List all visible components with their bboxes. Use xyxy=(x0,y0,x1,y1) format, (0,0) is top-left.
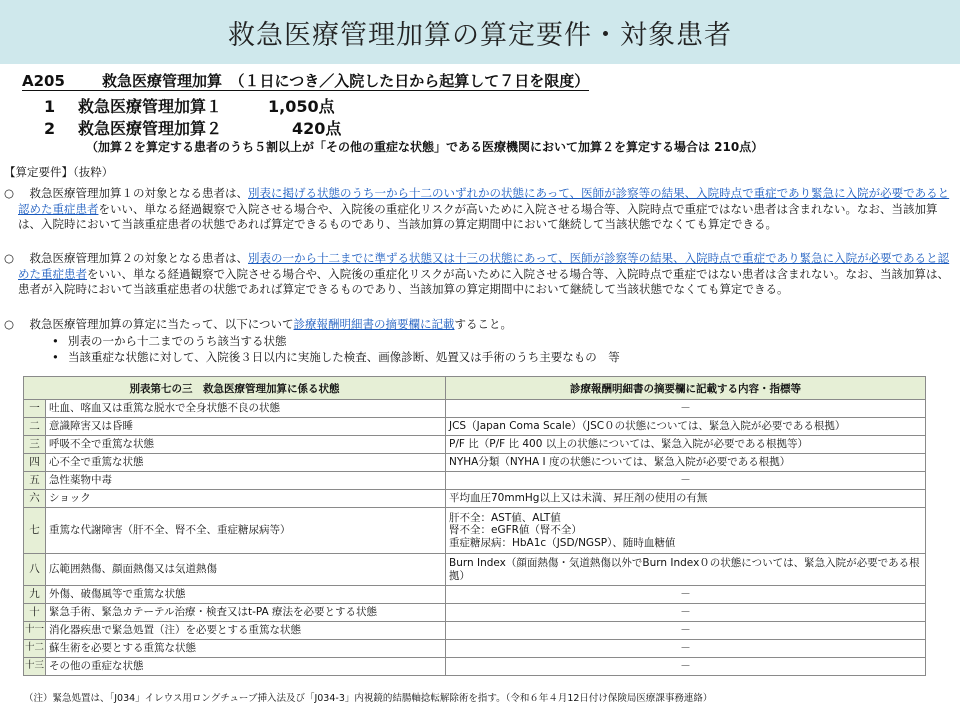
row-content xyxy=(446,554,926,586)
row-number: 七 xyxy=(24,508,46,554)
row-state: 外傷、破傷風等で重篤な状態 xyxy=(46,586,446,604)
state-table xyxy=(23,376,926,676)
row-number: 十 xyxy=(24,604,46,622)
row-content xyxy=(446,658,926,676)
page-title: 救急医療管理加算の算定要件・対象患者 xyxy=(228,19,732,51)
paragraph-rest: をいい、単なる経過観察で入院させる場合や、入院後の重症化リスクが高いために入院させる場合等、入院時点で重症ではない患者は含まれない。なお、当該加算は、患者が入院時において当該重症患者の状態であれば算定できるものであり、当該加算の算定期間中において継続して当該状態でなくても算定できる。 xyxy=(18,266,950,296)
note-210-points: （加算２を算定する患者のうち５割以上が「その他の重症な状態」である医療機関において加算２を算定する場合は 210点） xyxy=(86,140,764,154)
table-body xyxy=(24,400,926,676)
content-line: 腎不全：eGFR値（腎不全） xyxy=(449,524,582,537)
content-line: Burn Index（顔面熱傷・気道熱傷以外でBurn Index０の状態については、緊急入院が必要である根拠） xyxy=(449,557,920,582)
requirements-label: 【算定要件】（抜粋） xyxy=(4,165,114,179)
bullet-text: 別表の一から十二までのうち該当する状態 xyxy=(68,334,287,348)
addition-name: 救急医療管理加算２ xyxy=(78,119,223,138)
row-number: 十一 xyxy=(24,622,46,640)
content-line: － xyxy=(680,588,691,601)
table-row xyxy=(24,472,926,490)
requirement-paragraph-3 xyxy=(4,317,953,333)
content-line: 平均血圧70mmHg以上又は未満、昇圧剤の使用の有無 xyxy=(449,492,708,505)
bullet-dot-icon: • xyxy=(52,334,59,348)
row-number: 二 xyxy=(24,418,46,436)
content-line: － xyxy=(680,474,691,487)
row-number: 九 xyxy=(24,586,46,604)
requirement-paragraph-1 xyxy=(4,186,953,233)
row-state: 急性薬物中毒 xyxy=(46,472,446,490)
row-content xyxy=(446,604,926,622)
table-row xyxy=(24,604,926,622)
row-state: 心不全で重篤な状態 xyxy=(46,454,446,472)
row-content xyxy=(446,508,926,554)
row-content xyxy=(446,640,926,658)
table-row xyxy=(24,418,926,436)
table-row xyxy=(24,586,926,604)
table-row xyxy=(24,658,926,676)
circle-marker: ○ xyxy=(4,317,15,331)
row-content xyxy=(446,622,926,640)
title-bar xyxy=(0,0,960,64)
addition-1 xyxy=(44,94,335,117)
row-content xyxy=(446,400,926,418)
addition-points: 1,050点 xyxy=(268,97,335,116)
addition-name: 救急医療管理加算１ xyxy=(78,97,223,116)
requirement-paragraph-2 xyxy=(4,251,953,298)
paragraph-rest: をいい、単なる経過観察で入院させる場合や、入院後の重症化リスクが高いために入院させる場合等、入院時点で重症ではない患者は含まれない。なお、当該加算は、入院時において当該重症患者の状態であれば算定できるものであり、当該加算の算定期間中において継続して当該状態でなくても算定できる。 xyxy=(18,201,938,231)
row-number: 十三 xyxy=(24,658,46,676)
bullet-text: 当該重症な状態に対して、入院後３日以内に実施した検査、画像診断、処置又は手術のうち主要なもの 等 xyxy=(68,350,620,364)
row-content xyxy=(446,454,926,472)
content-line: NYHA分類（NYHA I 度の状態については、緊急入院が必要である根拠） xyxy=(449,456,791,469)
content-line: 肝不全：AST値、ALT値 xyxy=(449,511,561,524)
content-line: 重症糖尿病：HbA1c（JSD/NGSP）、随時血糖値 xyxy=(449,536,676,549)
row-number: 四 xyxy=(24,454,46,472)
row-state: 蘇生術を必要とする重篤な状態 xyxy=(46,640,446,658)
paragraph-underlined-text: 別表の一から十二までに準ずる状態又は十三の状態にあって、医師が診察等の結果、入院時点で重症であり緊急に入院が必要であると認めた重症患者 xyxy=(18,251,950,281)
paragraph-lead: 救急医療管理加算２の対象となる患者は、 xyxy=(18,251,248,265)
row-number: 八 xyxy=(24,554,46,586)
header-state: 別表第七の三 救急医療管理加算に係る状態 xyxy=(24,377,446,400)
row-number: 六 xyxy=(24,490,46,508)
table-row xyxy=(24,400,926,418)
table-row xyxy=(24,622,926,640)
row-content xyxy=(446,472,926,490)
content-line: － xyxy=(680,606,691,619)
row-number: 三 xyxy=(24,436,46,454)
paragraph-lead: 救急医療管理加算１の対象となる患者は、 xyxy=(18,186,248,200)
row-state: 吐血、喀血又は重篤な脱水で全身状態不良の状態 xyxy=(46,400,446,418)
addition-2 xyxy=(44,116,341,139)
circle-marker: ○ xyxy=(4,251,15,265)
fee-heading xyxy=(22,70,589,91)
paragraph-underlined-text: 診療報酬明細書の摘要欄に記載 xyxy=(293,317,455,331)
row-number: 一 xyxy=(24,400,46,418)
content-line: － xyxy=(680,642,691,655)
bullet-dot-icon: • xyxy=(52,350,59,364)
bullet-item-1 xyxy=(52,333,287,349)
table-row xyxy=(24,508,926,554)
row-content xyxy=(446,586,926,604)
row-state: 重篤な代謝障害（肝不全、腎不全、重症糖尿病等） xyxy=(46,508,446,554)
circle-marker: ○ xyxy=(4,186,15,200)
fee-code: A205 xyxy=(22,72,65,90)
row-state: 意識障害又は昏睡 xyxy=(46,418,446,436)
content-line: JCS（Japan Coma Scale）（JSC０の状態については、緊急入院が必要である根拠） xyxy=(449,420,846,433)
header-content: 診療報酬明細書の摘要欄に記載する内容・指標等 xyxy=(446,377,926,400)
table-row xyxy=(24,490,926,508)
table-row xyxy=(24,454,926,472)
table-header-row xyxy=(24,377,926,400)
content-line: － xyxy=(680,660,691,673)
footnote: （注）緊急処置は、「J034」イレウス用ロングチューブ挿入法及び「J034-3」内視鏡的結腸軸捻転解除術を指す。（令和６年４月12日付け保険局医療課事務連絡） xyxy=(24,693,713,704)
row-content xyxy=(446,436,926,454)
row-number: 五 xyxy=(24,472,46,490)
row-number: 十二 xyxy=(24,640,46,658)
table-row xyxy=(24,640,926,658)
row-state: 広範囲熱傷、顔面熱傷又は気道熱傷 xyxy=(46,554,446,586)
row-state: 消化器疾患で緊急処置（注）を必要とする重篤な状態 xyxy=(46,622,446,640)
paragraph-underlined-text: 別表に掲げる状態のうち一から十二のいずれかの状態にあって、医師が診察等の結果、入院時点で重症であり緊急に入院が必要であると認めた重症患者 xyxy=(18,186,950,216)
addition-number: 1 xyxy=(44,97,56,116)
row-content xyxy=(446,418,926,436)
paragraph-rest: すること。 xyxy=(454,317,513,331)
row-state: 呼吸不全で重篤な状態 xyxy=(46,436,446,454)
content-line: － xyxy=(680,624,691,637)
bullet-item-2 xyxy=(52,349,620,365)
table-row xyxy=(24,554,926,586)
addition-points: 420点 xyxy=(292,119,342,138)
paragraph-lead: 救急医療管理加算の算定に当たって、以下について xyxy=(18,317,294,331)
row-state: 緊急手術、緊急カテーテル治療・検査又はt-PA 療法を必要とする状態 xyxy=(46,604,446,622)
fee-name: 救急医療管理加算 xyxy=(102,72,223,90)
row-content xyxy=(446,490,926,508)
addition-number: 2 xyxy=(44,119,56,138)
content-line: － xyxy=(680,402,691,415)
table-row xyxy=(24,436,926,454)
content-line: P/F 比（P/F 比 400 以上の状態については、緊急入院が必要である根拠等） xyxy=(449,438,808,451)
row-state: その他の重症な状態 xyxy=(46,658,446,676)
fee-condition: （１日につき／入院した日から起算して７日を限度） xyxy=(237,72,590,90)
row-state: ショック xyxy=(46,490,446,508)
